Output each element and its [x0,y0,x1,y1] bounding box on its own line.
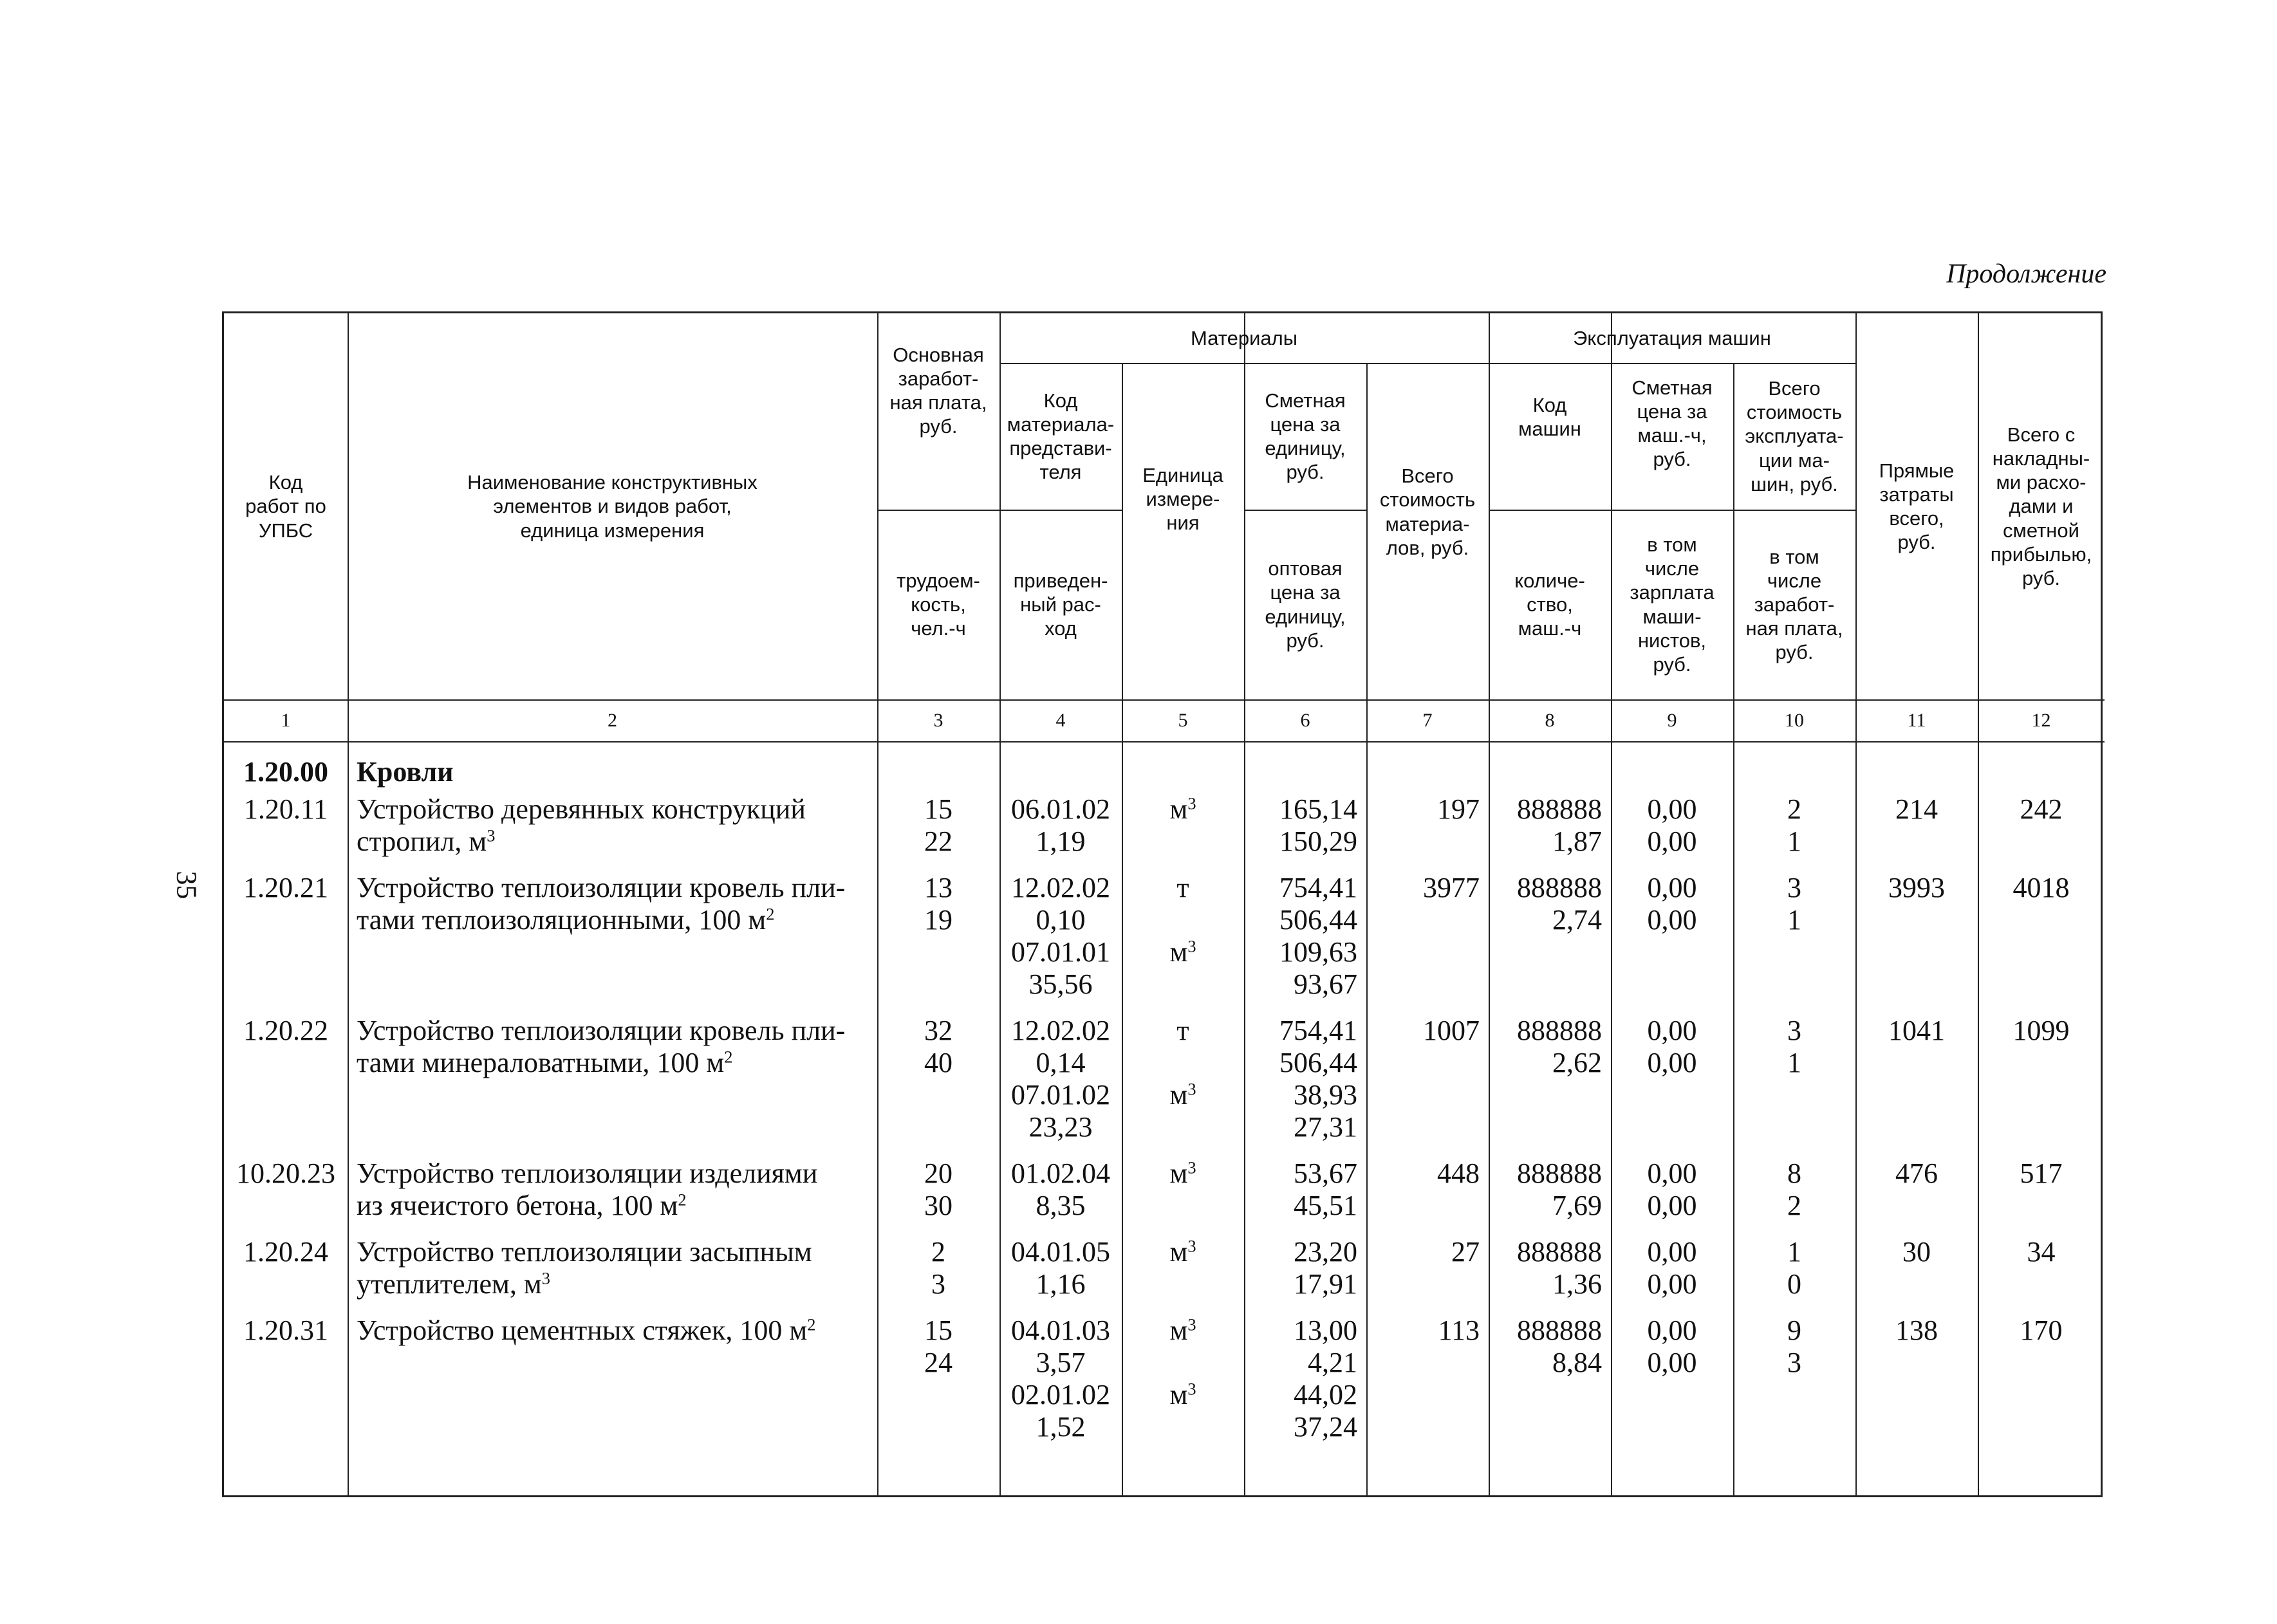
header-materials-total: Всего стоимость материа- лов, руб. [1379,465,1476,559]
row-direct-costs: 1041 [1888,1015,1945,1046]
header-total-with-overhead: Всего с накладны- ми расхо- дами и сметной прибылью, руб. [1990,423,2092,589]
header-wage: Основная заработ- ная плата, руб. [889,343,987,438]
row-materials-total: 448 [1437,1158,1480,1189]
column-number: 6 [1300,709,1310,731]
header-consumption: приведен- ный рас- ход [1013,569,1108,640]
row-total: 170 [2020,1315,2063,1346]
column-number: 10 [1785,709,1804,731]
column-number: 2 [608,709,617,731]
row-wage-labor: 15 22 [924,793,953,857]
row-total: 1099 [2012,1015,2070,1046]
row-machine: 888888 1,36 [1517,1236,1602,1300]
column-number-line [224,741,2105,743]
row-machine-price: 0,00 0,00 [1647,872,1697,936]
row-machines-total: 3 1 [1787,872,1801,936]
section-code: 1.20.00 [243,756,328,788]
row-unit: $м^3$ [1169,1236,1196,1268]
row-machines-total: 2 1 [1787,793,1801,857]
row-direct-costs: 138 [1895,1315,1938,1346]
row-wage-labor: 32 40 [924,1015,953,1078]
row-total: 517 [2020,1158,2063,1189]
header-material-code: Код материала- представи- теля [1007,389,1115,484]
row-name: Устройство теплоизоляции изделиями из ячеистого бетона, 100 $м^2$ [357,1158,818,1221]
row-machine-price: 0,00 0,00 [1647,793,1697,857]
row-name: Устройство теплоизоляции кровель пли- тами минераловатными, 100 $м^2$ [357,1015,846,1078]
continuation-label: Продолжение [1946,259,2106,289]
column-number: 5 [1178,709,1188,731]
row-name: Устройство теплоизоляции кровель пли- тами теплоизоляционными, 100 $м^2$ [357,872,846,936]
row-wage-labor: 15 24 [924,1315,953,1378]
row-machine: 888888 1,87 [1517,793,1602,857]
row-name: Устройство цементных стяжек, 100 $м^2$ [357,1315,816,1346]
row-machines-total: 8 2 [1787,1158,1801,1221]
header-machines-total: Всего стоимость эксплуата- ции ма- шин, руб. [1745,377,1844,495]
header-code: Код работ по УПБС [245,471,326,542]
page-number: 35 [171,871,203,900]
row-material-code: 04.01.05 1,16 [1011,1236,1110,1300]
row-price: 754,41 506,44 38,93 27,31 [1279,1015,1357,1143]
column-number: 4 [1055,709,1066,731]
row-price: 165,14 150,29 [1279,793,1357,857]
column-number: 8 [1545,709,1555,731]
row-direct-costs: 214 [1895,793,1938,825]
row-wage-labor: 13 19 [924,872,953,936]
column-number: 12 [2031,709,2051,731]
row-wage-labor: 20 30 [924,1158,953,1221]
row-direct-costs: 3993 [1888,872,1945,903]
column-divider [1611,313,1612,1495]
row-material-code: 06.01.02 1,19 [1011,793,1110,857]
row-price: 23,20 17,91 [1294,1236,1357,1300]
price-table [222,311,2103,1497]
row-machine: 888888 8,84 [1517,1315,1602,1378]
row-code: 1.20.22 [243,1015,328,1046]
row-name: Устройство деревянных конструкций стропил, $м^3$ [357,793,806,857]
section-title: Кровли [357,756,454,788]
row-unit: т $м^3$ [1169,872,1196,968]
column-number: 7 [1422,709,1433,731]
row-machine-price: 0,00 0,00 [1647,1015,1697,1078]
column-divider [1489,313,1490,1495]
row-materials-total: 27 [1451,1236,1480,1268]
row-materials-total: 197 [1437,793,1480,825]
row-materials-total: 3977 [1423,872,1480,903]
column-divider [877,313,878,1495]
header-wholesale-price: оптовая цена за единицу, руб. [1265,557,1346,652]
column-number: 9 [1667,709,1677,731]
row-price: 53,67 45,51 [1294,1158,1357,1221]
row-wage-labor: 2 3 [931,1236,945,1300]
column-number: 1 [281,709,291,731]
row-material-code: 12.02.02 0,10 07.01.01 35,56 [1011,872,1110,1000]
column-number: 11 [1907,709,1926,731]
row-code: 1.20.31 [243,1315,328,1346]
row-direct-costs: 476 [1895,1158,1938,1189]
header-name: Наименование конструктивных элементов и видов работ, единица измерения [467,471,757,542]
header-machines-wage: в том числе заработ- ная плата, руб. [1745,545,1843,664]
row-materials-total: 113 [1438,1315,1480,1346]
row-code: 1.20.21 [243,872,328,903]
row-unit: $м^3$ [1169,1158,1196,1189]
row-machines-total: 1 0 [1787,1236,1801,1300]
row-machine-price: 0,00 0,00 [1647,1236,1697,1300]
row-total: 242 [2020,793,2063,825]
row-material-code: 01.02.04 8,35 [1011,1158,1110,1221]
header-estimated-price: Сметная цена за единицу, руб. [1265,389,1346,484]
header-direct-costs: Прямые затраты всего, руб. [1879,459,1955,554]
row-total: 34 [2027,1236,2056,1268]
row-unit: т $м^3$ [1169,1015,1196,1111]
row-materials-total: 1007 [1423,1015,1480,1046]
row-total: 4018 [2012,872,2070,903]
row-machines-total: 3 1 [1787,1015,1801,1078]
row-machine: 888888 2,62 [1517,1015,1602,1078]
header-machine-code: Код машин [1518,393,1581,440]
row-material-code: 12.02.02 0,14 07.01.02 23,23 [1011,1015,1110,1143]
column-number: 3 [933,709,943,731]
row-machines-total: 9 3 [1787,1315,1801,1378]
header-labor: трудоем- кость, чел.-ч [897,569,980,640]
row-material-code: 04.01.03 3,57 02.01.02 1,52 [1011,1315,1110,1443]
row-machine-price: 0,00 0,00 [1647,1315,1697,1378]
row-code: 1.20.24 [243,1236,328,1268]
header-machine-price: Сметная цена за маш.-ч, руб. [1631,376,1713,471]
row-price: 13,00 4,21 44,02 37,24 [1294,1315,1357,1443]
header-machines: Эксплуатация машин [1573,326,1771,349]
header-machine-hours: количе- ство, маш.-ч [1514,569,1585,640]
row-direct-costs: 30 [1902,1236,1931,1268]
header-unit: Единица измере- ния [1142,463,1223,535]
row-code: 10.20.23 [236,1158,335,1189]
row-price: 754,41 506,44 109,63 93,67 [1279,872,1357,1000]
row-machine: 888888 2,74 [1517,872,1602,936]
row-name: Устройство теплоизоляции засыпным утеплителем, $м^3$ [357,1236,812,1300]
row-machine-price: 0,00 0,00 [1647,1158,1697,1221]
row-unit: $м^3$ $м^3$ [1169,1315,1196,1410]
row-unit: $м^3$ [1169,793,1196,825]
row-machine: 888888 7,69 [1517,1158,1602,1221]
header-operator-wage: в том числе зарплата маши- нистов, руб. [1630,533,1715,676]
row-code: 1.20.11 [243,793,328,825]
header-materials: Материалы [1191,326,1297,349]
